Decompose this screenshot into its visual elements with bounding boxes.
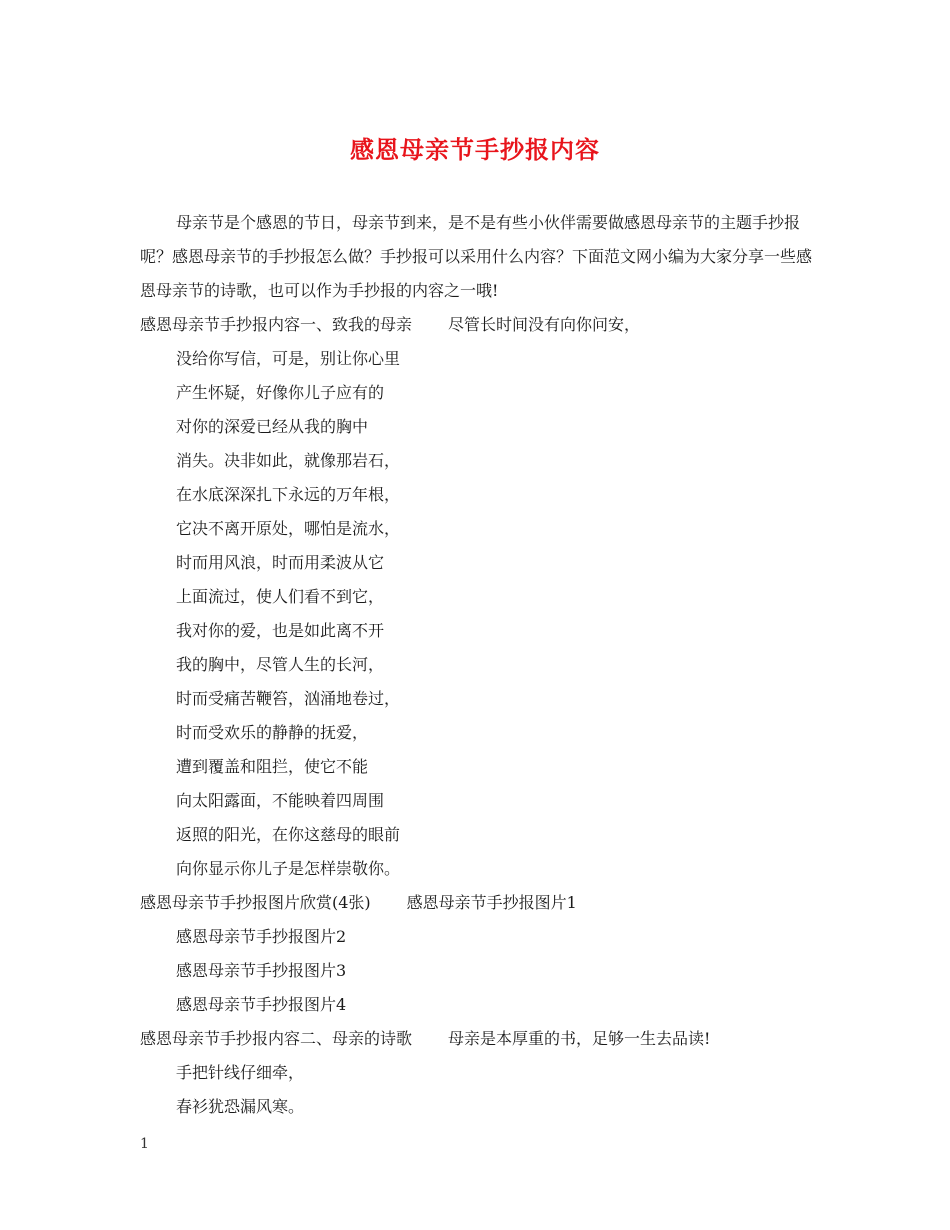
poem-line: 向你显示你儿子是怎样崇敬你。 [176,859,401,878]
image-caption: 感恩母亲节手抄报图片1 [406,893,577,912]
image-caption: 感恩母亲节手抄报图片2 [176,927,347,946]
poem-line: 没给你写信，可是，别让你心里 [176,349,401,368]
section-heading: 感恩母亲节手抄报内容一、致我的母亲 [140,315,413,334]
poem-line: 向太阳露面，不能映着四周围 [176,791,385,810]
document-body [140,206,820,1124]
poem-line: 消失。决非如此，就像那岩石， [176,451,401,470]
poem-line: 尽管长时间没有向你问安， [448,315,641,334]
poem-line: 在水底深深扎下永远的万年根， [176,485,401,504]
poem-line: 时而受欢乐的静静的抚爱， [176,723,369,742]
section-heading: 感恩母亲节手抄报内容二、母亲的诗歌 [140,1029,413,1048]
poem-line: 返照的阳光，在你这慈母的眼前 [176,825,401,844]
poem-line: 我的胸中，尽管人生的长河， [176,655,385,674]
poem-line: 它决不离开原处，哪怕是流水， [176,519,401,538]
image-caption: 感恩母亲节手抄报图片3 [176,961,347,980]
poem-line: 产生怀疑，好像你儿子应有的 [176,383,385,402]
poem-line: 时而用风浪，时而用柔波从它 [176,553,385,572]
poem-line: 我对你的爱，也是如此离不开 [176,621,385,640]
poem-line: 时而受痛苦鞭笞，汹涌地卷过， [176,689,401,708]
section-heading-row [140,308,820,342]
poem-line: 对你的深爱已经从我的胸中 [176,417,369,436]
intro-paragraph: 母亲节是个感恩的节日，母亲节到来，是不是有些小伙伴需要做感恩母亲节的主题手抄报呢？感恩母亲节的手抄报怎么做？手抄报可以采用什么内容？下面范文网小编为大家分享一些感恩母亲节的诗歌，也可以作为手抄报的内容之一哦! [140,213,813,300]
poem-line: 春衫犹恐漏风寒。 [176,1097,305,1116]
poem-line: 手把针线仔细牵， [176,1063,305,1082]
poem-line: 遭到覆盖和阻拦，使它不能 [176,757,369,776]
section-heading-row [140,886,820,920]
page-number: 1 [140,1136,149,1152]
image-caption: 感恩母亲节手抄报图片4 [176,995,347,1014]
section-heading-row [140,1022,820,1056]
poem-line: 母亲是本厚重的书，足够一生去品读! [448,1029,711,1048]
page-title: 感恩母亲节手抄报内容 [350,135,600,164]
section-heading: 感恩母亲节手抄报图片欣赏(4张) [140,893,371,912]
poem-line: 上面流过，使人们看不到它， [176,587,385,606]
